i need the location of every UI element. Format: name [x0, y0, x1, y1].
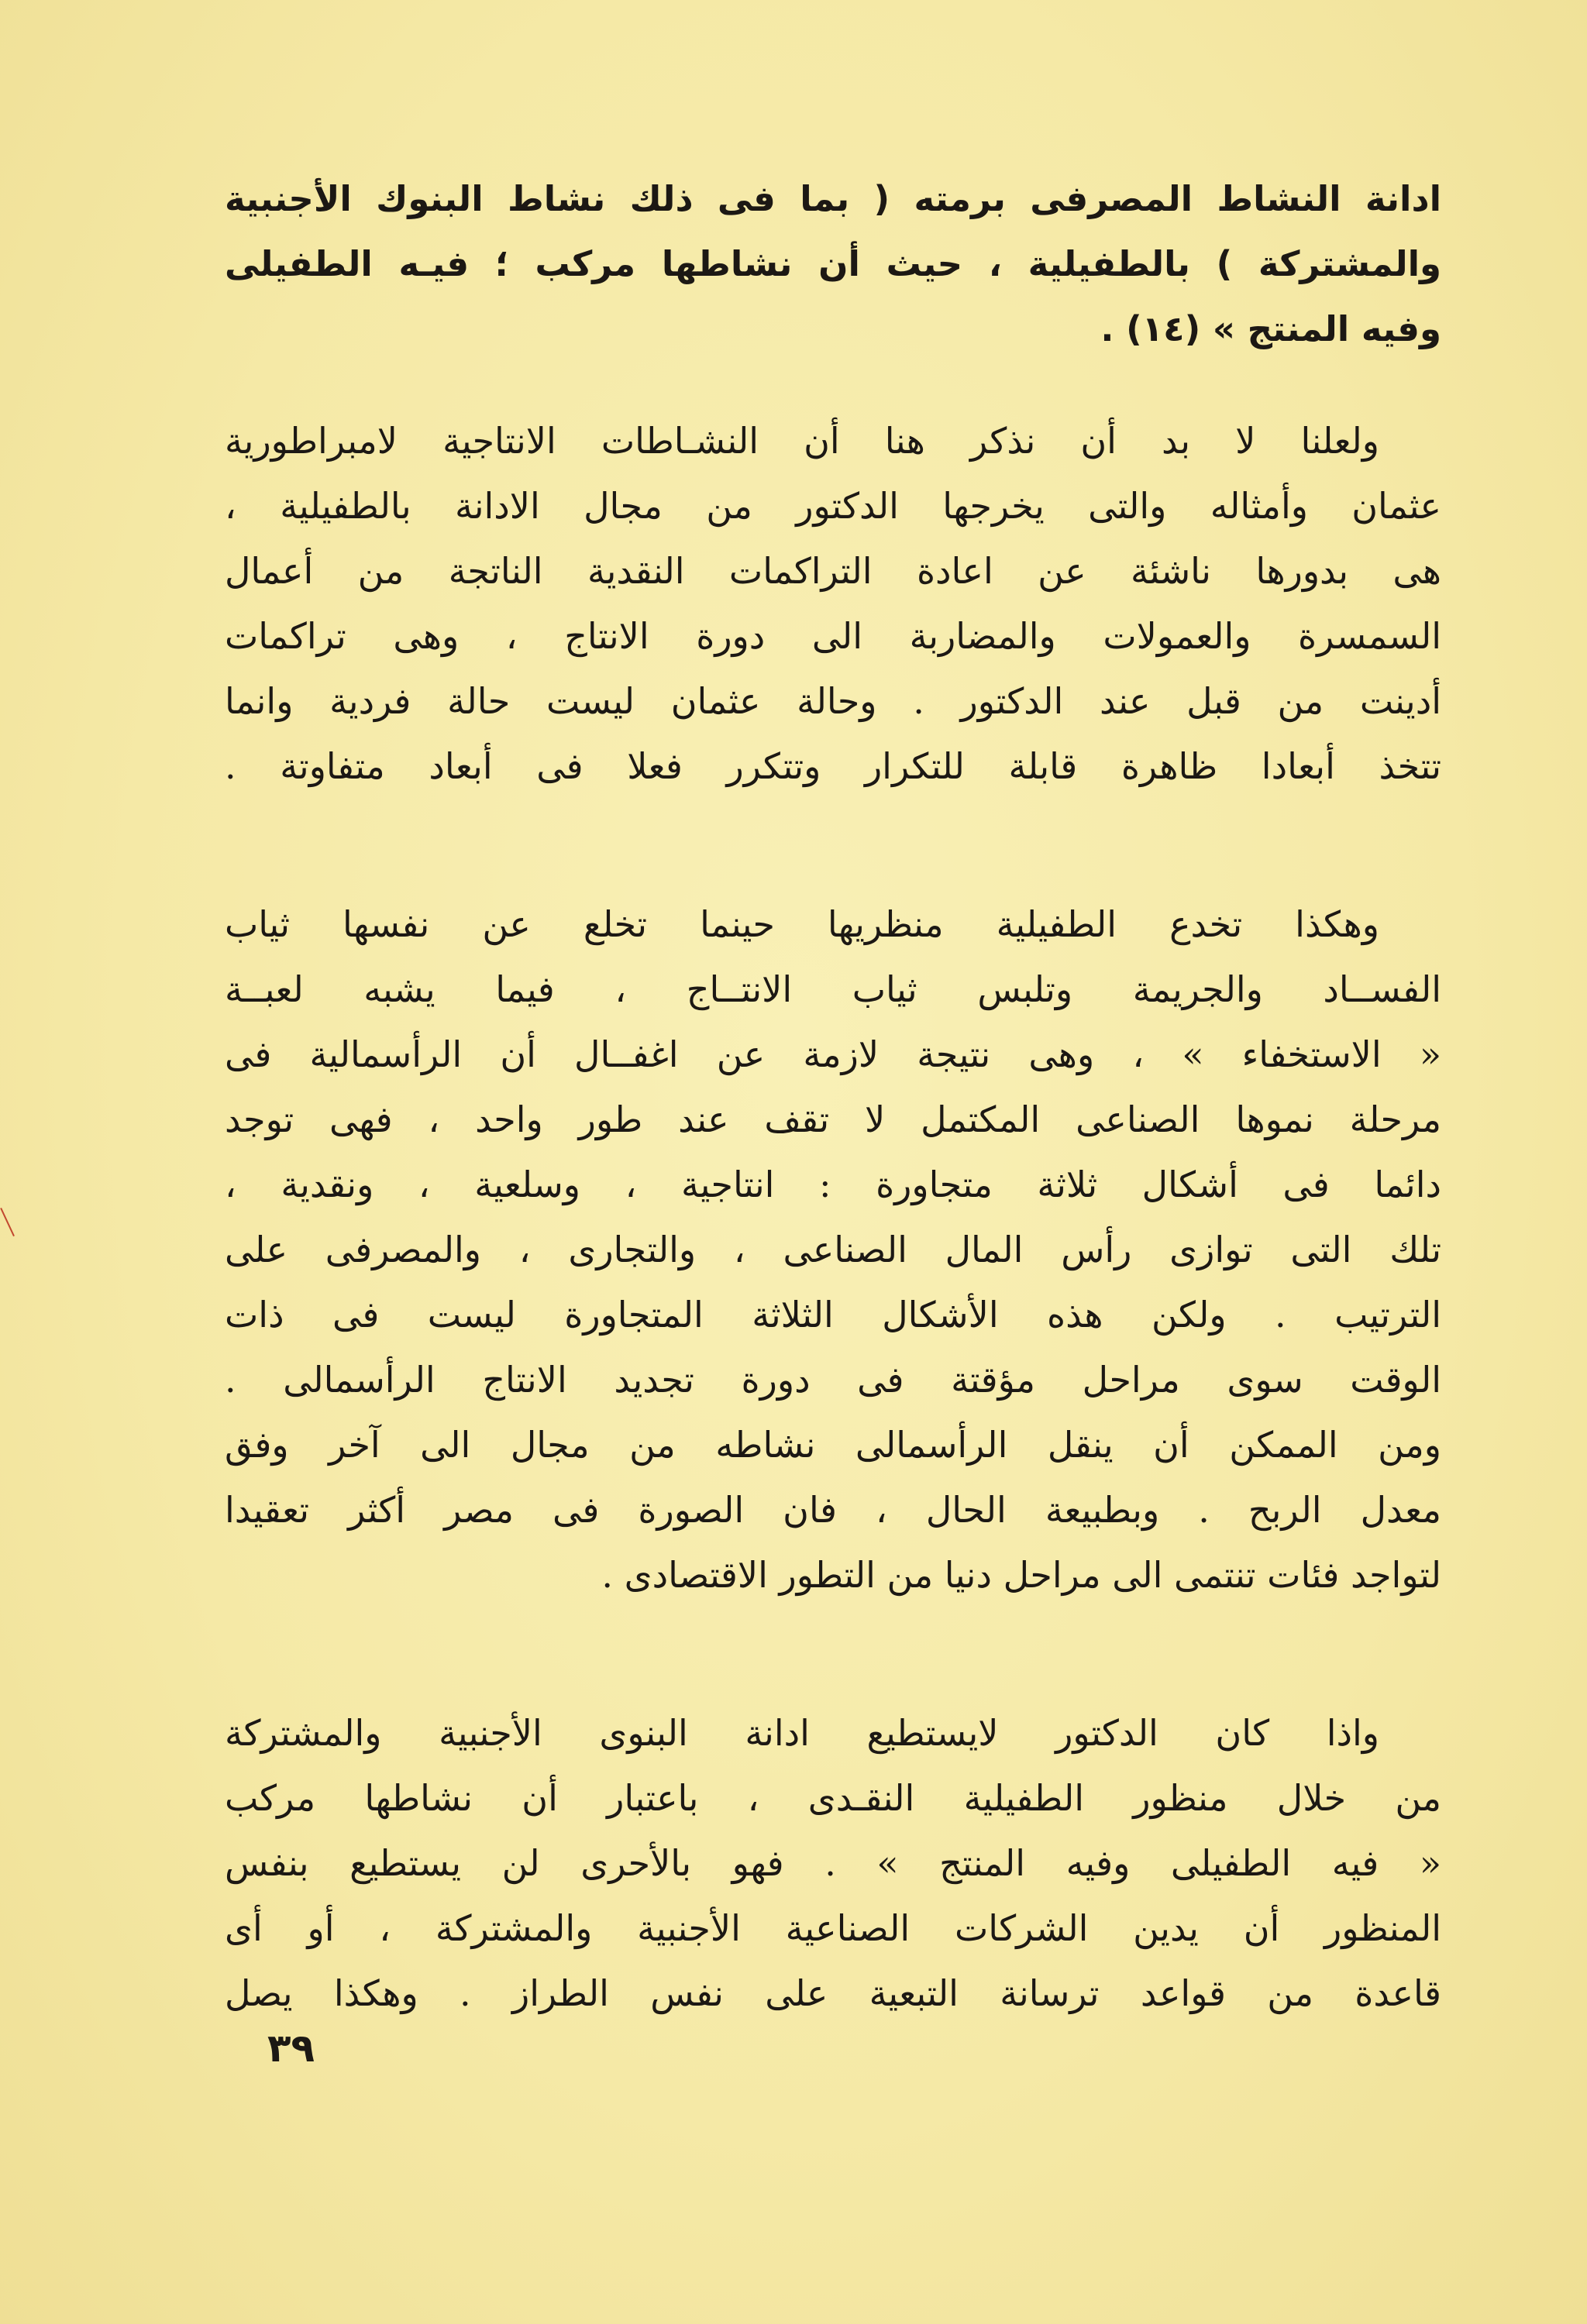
text-line: والمشتركة ) بالطفيلية ، حيث أن نشاطها مركب ؛ فيـه الطفيلى	[225, 243, 1441, 284]
text-line: دائما فى أشكال ثلاثة متجاورة : انتاجية ، وسلعية ، ونقدية ،	[225, 1164, 1441, 1205]
text-line: تلك التى توازى رأس المال الصناعى ، والتجارى ، والمصرفى على	[225, 1229, 1441, 1270]
text-line: وفيه المنتج » (١٤) .	[1100, 308, 1441, 349]
text-line: من خلال منظور الطفيلية النقـدى ، باعتبار أن نشاطها مركب	[225, 1777, 1441, 1819]
paragraph-3	[225, 892, 1441, 1607]
text-line: الترتيب . ولكن هذه الأشكال الثلاثة المتجاورة ليست فى ذات	[225, 1294, 1441, 1336]
text-line: الفســاد والجريمة وتلبس ثياب الانتــاج ، فيما يشبه لعبــة	[225, 968, 1441, 1010]
text-line: الوقت سوى مراحل مؤقتة فى دورة تجديد الانتاج الرأسمالى .	[225, 1359, 1441, 1401]
text-line: قاعدة من قواعد ترسانة التبعية على نفس الطراز . وهكذا يصل	[225, 1972, 1441, 2014]
text-line: ادانة النشاط المصرفى برمته ( بما فى ذلك نشاط البنوك الأجنبية	[225, 178, 1441, 219]
paragraph-1	[225, 167, 1441, 362]
text-line: « فيه الطفيلى وفيه المنتج » . فهو بالأحرى لن يستطيع بنفس	[225, 1842, 1441, 1884]
text-line: ولعلنا لا بد أن نذكر هنا أن النشـاطات الانتاجية لامبراطورية	[225, 420, 1379, 462]
text-line: تتخذ أبعادا ظاهرة قابلة للتكرار وتتكرر فعلا فى أبعاد متفاوتة .	[225, 745, 1441, 787]
text-line: وهكذا تخدع الطفيلية منظريها حينما تخلع عن نفسها ثياب	[225, 903, 1379, 945]
text-line: المنظور أن يدين الشركات الصناعية الأجنبية والمشتركة ، أو أى	[225, 1907, 1441, 1949]
text-line: معدل الربح . وبطبيعة الحال ، فان الصورة فى مصر أكثر تعقيدا	[225, 1489, 1441, 1531]
text-line: عثمان وأمثاله والتى يخرجها الدكتور من مجال الادانة بالطفيلية ،	[225, 485, 1441, 527]
text-line: « الاستخفاء » ، وهى نتيجة لازمة عن اغفــال أن الرأسمالية فى	[225, 1033, 1441, 1075]
page-body	[225, 167, 1441, 2026]
paragraph-4	[225, 1700, 1441, 2026]
page-number: ٣٩	[267, 2026, 315, 2071]
text-line: واذا كان الدكتور لايستطيع ادانة البنوى الأجنبية والمشتركة	[225, 1712, 1379, 1754]
paragraph-2	[225, 408, 1441, 799]
text-line: لتواجد فئات تنتمى الى مراحل دنيا من التطور الاقتصادى .	[601, 1554, 1441, 1596]
text-line: أدينت من قبل عند الدكتور . وحالة عثمان ليست حالة فردية وانما	[225, 680, 1441, 722]
text-line: ومن الممكن أن ينقل الرأسمالى نشاطه من مجال الى آخر وفق	[225, 1424, 1441, 1466]
text-line: هى بدورها ناشئة عن اعادة التراكمات النقدية الناتجة من أعمال	[225, 550, 1441, 592]
text-line: مرحلة نموها الصناعى المكتمل لا تقف عند طور واحد ، فهى توجد	[225, 1098, 1441, 1140]
text-line: السمسرة والعمولات والمضاربة الى دورة الانتاج ، وهى تراكمات	[225, 615, 1441, 657]
